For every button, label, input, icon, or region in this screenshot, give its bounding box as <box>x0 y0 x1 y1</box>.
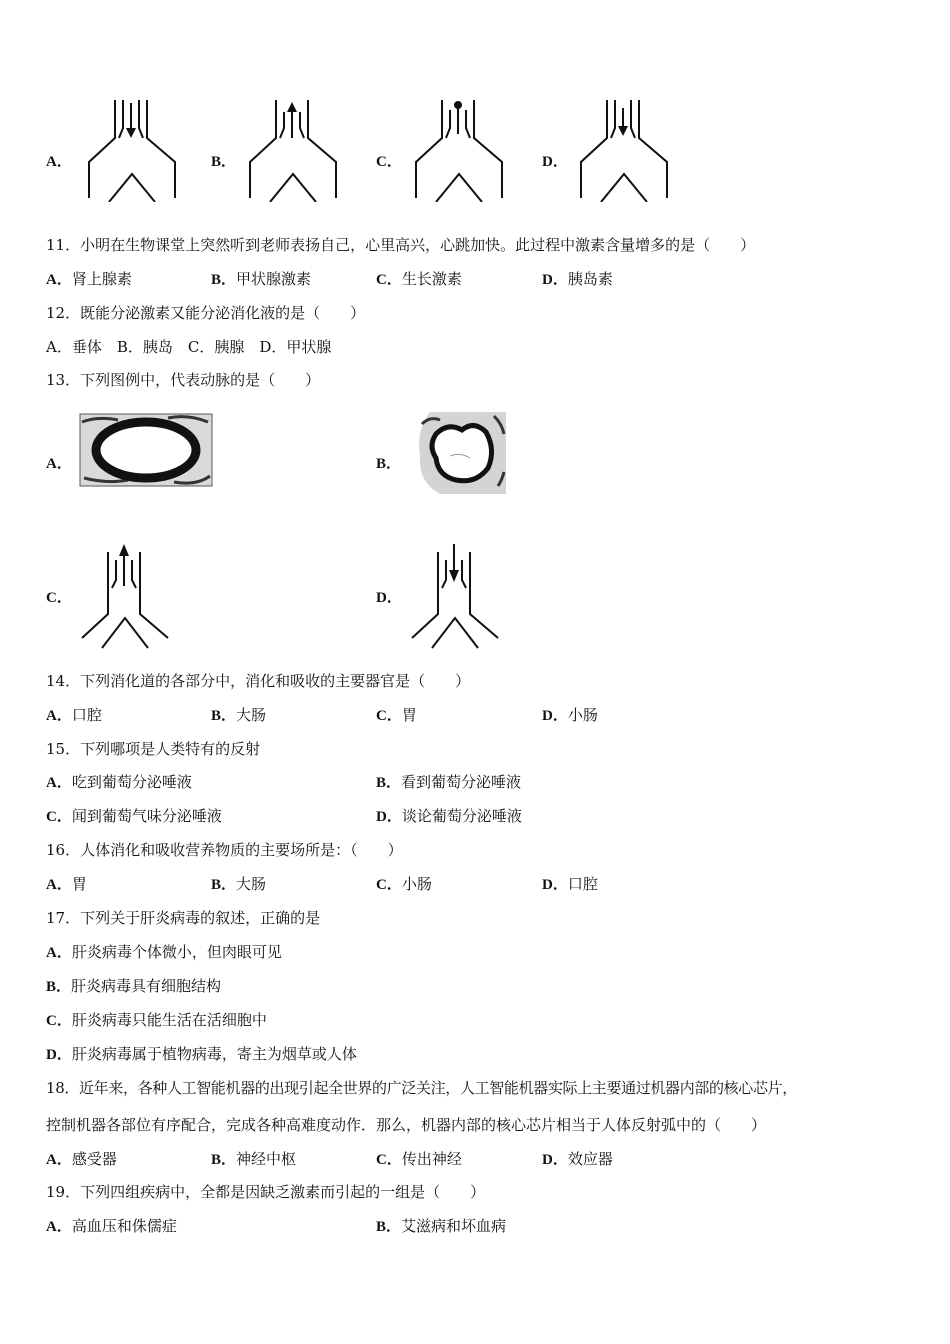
vessel-arrow-down-icon <box>85 98 180 202</box>
q16-option-b: B．大肠 <box>211 875 267 893</box>
q11-stem: 11．小明在生物课堂上突然听到老师表扬自己，心里高兴，心跳加快。此过程中激素含量增多的是（ ） <box>46 236 756 254</box>
vessel-arrow-up-dot-icon <box>412 98 507 202</box>
q12-stem: 12．既能分泌激素又能分泌消化液的是（ ） <box>46 304 366 322</box>
vessel-arrow-down-icon <box>577 98 672 202</box>
q12-options: A．垂体 B．胰岛 C．胰腺 D．甲状腺 <box>46 338 332 356</box>
q16-option-d: D．口腔 <box>542 875 598 893</box>
q15-option-b: B．看到葡萄分泌唾液 <box>376 773 522 791</box>
q18-option-d: D．效应器 <box>542 1150 613 1168</box>
q16-stem: 16．人体消化和吸收营养物质的主要场所是：（ ） <box>46 841 403 859</box>
q17-option-b: B．肝炎病毒具有细胞结构 <box>46 977 222 995</box>
q13-stem: 13．下列图例中，代表动脉的是（ ） <box>46 371 321 389</box>
q11-option-a: A．肾上腺素 <box>46 270 132 288</box>
option-label: D． <box>376 590 402 606</box>
q16-option-c: C．小肠 <box>376 875 432 893</box>
q14-option-c: C．胃 <box>376 706 417 724</box>
vessel-arrow-up-icon <box>78 540 173 650</box>
q18-stem-line2: 控制机器各部位有序配合，完成各种高难度动作．那么，机器内部的核心芯片相当于人体反射弧中的（ ） <box>46 1116 767 1134</box>
vessel-arrow-down-icon <box>408 540 503 650</box>
q17-option-a: A．肝炎病毒个体微小，但肉眼可见 <box>46 943 282 961</box>
q11-option-c: C．生长激素 <box>376 270 462 288</box>
q14-option-b: B．大肠 <box>211 706 267 724</box>
q17-option-c: C．肝炎病毒只能生活在活细胞中 <box>46 1011 267 1029</box>
q17-option-d: D．肝炎病毒属于植物病毒，寄主为烟草或人体 <box>46 1045 357 1063</box>
q15-stem: 15．下列哪项是人类特有的反射 <box>46 740 261 758</box>
q14-option-a: A．口腔 <box>46 706 102 724</box>
q18-option-c: C．传出神经 <box>376 1150 462 1168</box>
thin-wall-vessel-section-icon <box>410 410 506 496</box>
q11-option-b: B．甲状腺激素 <box>211 270 312 288</box>
q18-option-b: B．神经中枢 <box>211 1150 297 1168</box>
q15-option-d: D．谈论葡萄分泌唾液 <box>376 807 522 825</box>
q15-option-a: A．吃到葡萄分泌唾液 <box>46 773 192 791</box>
q14-stem: 14．下列消化道的各部分中，消化和吸收的主要器官是（ ） <box>46 672 471 690</box>
option-label: B． <box>376 456 402 472</box>
option-label: C． <box>46 590 72 606</box>
q19-option-b: B．艾滋病和坏血病 <box>376 1217 507 1235</box>
q17-stem: 17．下列关于肝炎病毒的叙述，正确的是 <box>46 909 321 927</box>
q18-stem-line1: 18．近年来，各种人工智能机器的出现引起全世界的广泛关注，人工智能机器实际上主要通过机器内部的核心芯片， <box>46 1079 797 1097</box>
q14-option-d: D．小肠 <box>542 706 598 724</box>
q18-option-a: A．感受器 <box>46 1150 117 1168</box>
thick-wall-vessel-section-icon <box>78 412 214 488</box>
q16-option-a: A．胃 <box>46 875 87 893</box>
q15-option-c: C．闻到葡萄气味分泌唾液 <box>46 807 222 825</box>
option-label: A． <box>46 154 72 170</box>
q19-option-a: A．高血压和侏儒症 <box>46 1217 177 1235</box>
option-label: C． <box>376 154 402 170</box>
option-label: D． <box>542 154 568 170</box>
q11-option-d: D．胰岛素 <box>542 270 613 288</box>
vessel-arrow-up-icon <box>246 98 341 202</box>
option-label: A． <box>46 456 72 472</box>
option-label: B． <box>211 154 237 170</box>
q19-stem: 19．下列四组疾病中，全都是因缺乏激素而引起的一组是（ ） <box>46 1183 486 1201</box>
